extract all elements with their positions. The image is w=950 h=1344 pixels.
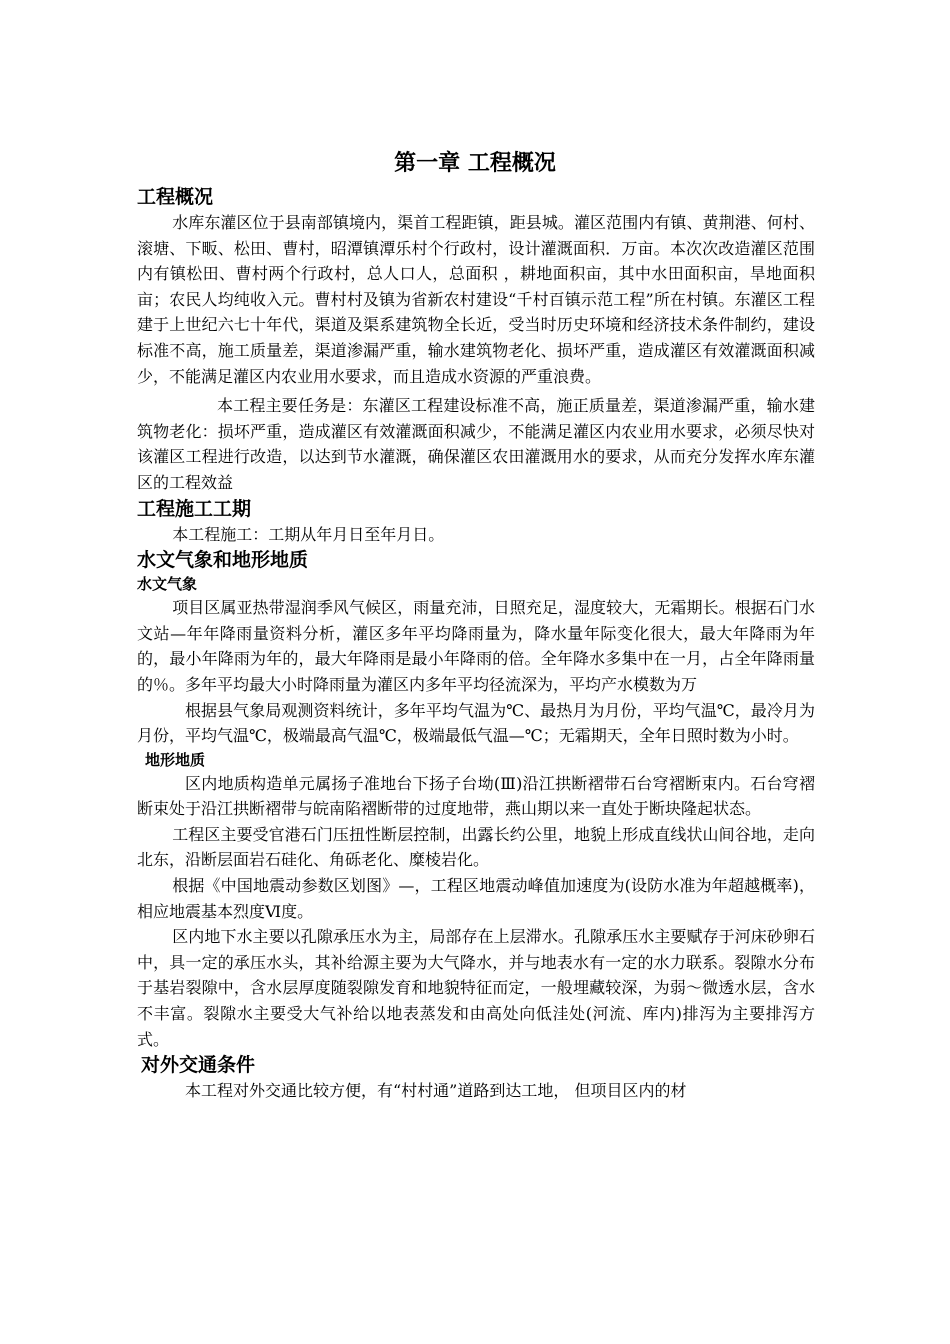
section-heading-hydro: 水文气象和地形地质 <box>137 549 309 572</box>
chapter-title: 第一章 工程概况 <box>394 150 556 176</box>
geology-paragraph-3: 根据《中国地震动参数区划图》—，工程区地震动峰值加速度为(设防水准为年超越概率)，相应地震基本烈度Ⅵ度。 <box>137 876 815 921</box>
section-heading-overview: 工程概况 <box>137 186 214 208</box>
geology-paragraph-1: 区内地质构造单元属扬子准地台下扬子台坳(Ⅲ)沿江拱断褶带石台穹褶断束内。石台穹褶断束处于沿江拱断褶带与皖南陷褶断带的过度地带，燕山期以来一直处于断块隆起状态。 <box>137 773 815 819</box>
document-body <box>137 184 815 1104</box>
traffic-paragraph-1: 本工程对外交通比较方便，有“村村通”道路到达工地， 但项目区内的材 <box>185 1081 687 1101</box>
overview-paragraph-1: 水库东灌区位于县南部镇境内，渠首工程距镇，距县城。灌区范围内有镇、黄荆港、何村、滚塘、下畈、松田、曹村，昭潭镇潭乐村个行政村，设计灌溉面积．万亩。本次次改造灌区范围内有镇松田、曹村两个行政村，总人口人，总面积 ，耕地面积亩，其中水田面积亩，旱地面积亩；农民人均纯收入元。曹村村及镇为省新农村建设“千村百镇示范工程”所在村镇。东灌区工程建于上世纪六七十年代，渠道及渠系建筑物全长近，受当时历史环境和经济技术条件制约，建设标准不高，施工质量差，渠道渗漏严重，输水建筑物老化、损坏严重，造成灌区有效灌溉面积减少，不能满足灌区内农业用水要求，而且造成水资源的严重浪费。 <box>137 213 815 386</box>
subsection-heading-hydrology: 水文气象 <box>137 575 198 594</box>
hydrology-paragraph-2: 根据县气象局观测资料统计，多年平均气温为℃、最热月为月份，平均气温℃，最冷月为月份，平均气温℃，极端最高气温℃，极端最低气温—℃；无霜期天，全年日照时数为小时。 <box>137 700 815 746</box>
geology-paragraph-2: 工程区主要受官港石门压扭性断层控制，出露长约公里，地貌上形成直线状山间谷地，走向北东，沿断层面岩石硅化、角砾老化、糜棱岩化。 <box>137 824 815 870</box>
overview-paragraph-2: 本工程主要任务是：东灌区工程建设标准不高，施正质量差，渠道渗漏严重，输水建筑物老化：损坏严重，造成灌区有效灌溉面积减少，不能满足灌区内农业用水要求，必须尽快对该灌区工程进行改造，以达到节水灌溉，确保灌区农田灌溉用水的要求，从而充分发挥水库东灌区的工程效益 <box>137 396 815 492</box>
hydrology-paragraph-1: 项目区属亚热带湿润季风气候区，雨量充沛，日照充足，湿度较大，无霜期长。根据石门水文站—年年降雨量资料分析，灌区多年平均降雨量为，降水量年际变化很大，最大年降雨为年的，最小年降雨为年的，最大年降雨是最小年降雨的倍。全年降水多集中在一月，占全年降雨量的％。多年平均最大小时降雨量为灌区内多年平均径流深为，平均产水模数为万 <box>137 598 815 694</box>
schedule-paragraph-1: 本工程施工：工期从年月日至年月日。 <box>172 524 445 544</box>
section-heading-traffic: 对外交通条件 <box>141 1054 256 1077</box>
geology-paragraph-4: 区内地下水主要以孔隙承压水为主，局部存在上层滞水。孔隙承压水主要赋存于河床砂卵石中，具一定的承压水头，其补给源主要为大气降水，并与地表水有一定的水力联系。裂隙水分布于基岩裂隙中，含水层厚度随裂隙发育和地貌特征而定，一般埋藏较深，为弱～微透水层，含水不丰富。裂隙水主要受大气补给以地表蒸发和由高处向低洼处(河流、库内)排泻为主要排泻方式。 <box>137 927 815 1049</box>
subsection-heading-geology: 地形地质 <box>145 750 206 769</box>
section-heading-schedule: 工程施工工期 <box>137 497 252 520</box>
